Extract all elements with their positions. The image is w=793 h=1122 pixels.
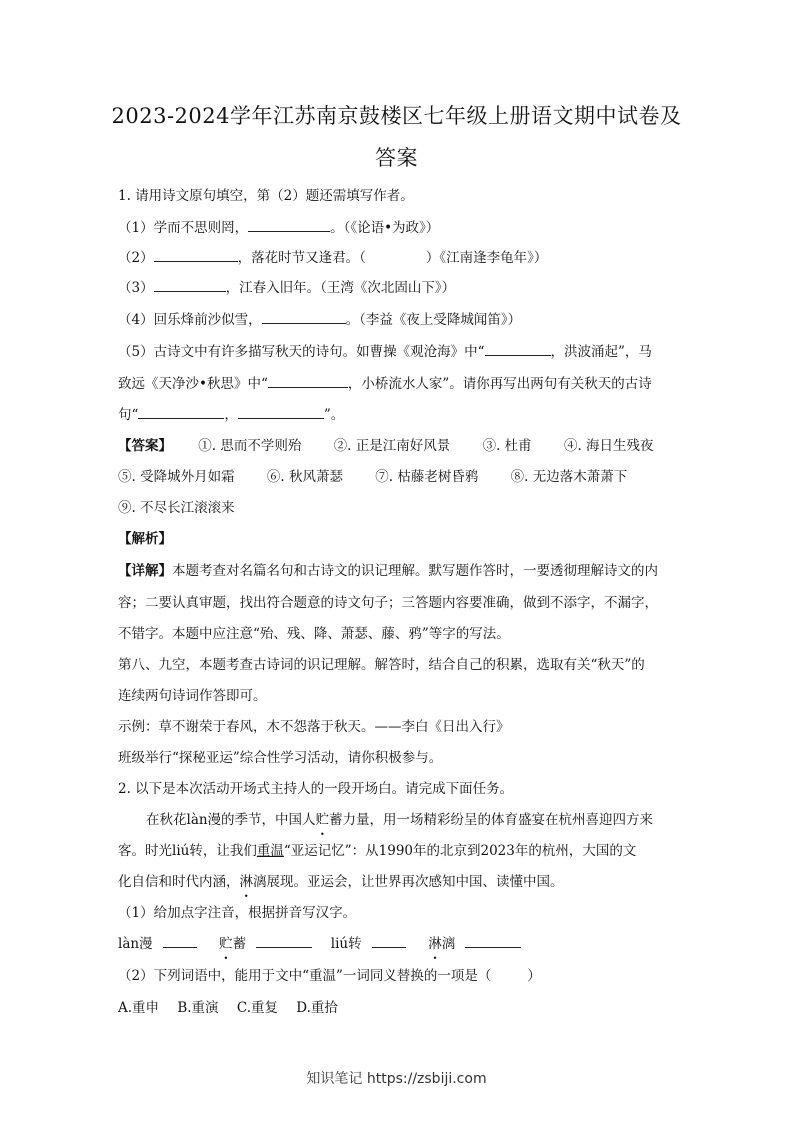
passage-line1	[118, 810, 706, 830]
answer-row-2	[118, 467, 678, 487]
answer-item: ⑥. 秋风萧瑟	[266, 469, 343, 485]
question-text: （2）下列词语中，能用于文中“重温”一词同义替换的一项是（	[118, 968, 492, 984]
answer-blank	[465, 935, 521, 948]
analysis-paragraph-2-line2: 连续两句诗词作答即可。	[118, 688, 267, 704]
dotted-char: 淋	[239, 874, 253, 890]
q1-s2-post: ）《江南逢李龟年》）	[425, 250, 548, 266]
analysis-paragraph-1-line3: 不错字。本题中应注意“殆、残、降、萧瑟、藤、鸦”等字的写法。	[118, 626, 510, 642]
options-row	[118, 998, 678, 1018]
pinyin-word: 漓	[441, 936, 456, 952]
passage-text: 化自信和时代内涵，	[118, 874, 240, 890]
analysis-paragraph-1-line1	[118, 561, 678, 581]
q1-s2-mid: ，落花时节又逢君。（	[237, 250, 366, 266]
passage-line3	[118, 872, 678, 892]
dotted-char: 贮	[315, 812, 330, 828]
dotted-char: 贮	[219, 936, 233, 952]
passage-line2	[118, 841, 678, 861]
q1-s5-e: 句“	[118, 407, 139, 423]
passage-text: “亚运记忆”：从1990年的北京到2023年的杭州，大国的文	[283, 843, 637, 859]
passage-text: 漓展现。亚运会，让世界再次感知中国、读懂中国。	[253, 874, 564, 890]
answer-item: ③. 杜甫	[482, 438, 532, 454]
answer-item: ⑨. 不尽长江滚滚来	[118, 500, 235, 516]
question-1-sub5-line1	[118, 342, 678, 362]
answer-item: ②. 正是江南好风景	[333, 438, 451, 454]
q1-s4-pre: （4）回乐烽前沙似雪，	[118, 312, 262, 328]
document-title-line2: 答案	[375, 146, 418, 170]
question-1-stem: 1. 请用诗文原句填空，第（2）题还需填写作者。	[118, 188, 414, 204]
pinyin-word: 蓄	[232, 936, 247, 952]
q1-s3-post: ，江春入旧年。（王湾《次北固山下》）	[225, 280, 456, 296]
q1-s1-post: 。（《论语•为政》）	[330, 220, 440, 236]
footer-watermark: 知识笔记 https://zsbiji.com	[306, 1071, 487, 1087]
answer-blank	[238, 406, 324, 419]
question-1-sub2	[118, 248, 678, 268]
answer-blank	[163, 935, 197, 948]
answer-blank	[262, 311, 346, 324]
analysis-text: 本题考查对名篇名句和古诗文的识记理解。默写题作答时，一要透彻理解诗文的内	[172, 563, 658, 579]
pinyin-word: làn漫	[118, 936, 153, 952]
q1-s2-pre: （2）	[118, 250, 154, 266]
question-text: ）	[527, 968, 541, 984]
answer-blank	[154, 279, 226, 292]
answer-blank	[485, 343, 551, 356]
analysis-paragraph-2-line1: 第八、九空，本题考查古诗词的识记理解。解答时，结合自己的积累，选取有关“秋天”的	[118, 657, 645, 673]
question-2-sub1: （1）给加点字注音，根据拼音写汉字。	[118, 905, 357, 921]
q1-s4-post: 。（李益《夜上受降城闻笛》）	[345, 312, 522, 328]
option-d: D.重拾	[296, 1000, 338, 1016]
activity-intro: 班级举行“探秘亚运”综合性学习活动，请你积极参与。	[118, 750, 443, 766]
option-a: A.重申	[118, 1000, 160, 1016]
q1-s5-g: ”。	[323, 407, 345, 423]
dotted-char: 淋	[428, 936, 442, 952]
answer-item: ①. 思而不学则殆	[198, 438, 302, 454]
q1-s1-pre: （1）学而不思则罔，	[118, 220, 249, 236]
passage-text: 蓄力量，用一场精彩纷呈的体育盛宴在杭州喜迎四方来	[329, 812, 654, 828]
option-b: B.重演	[177, 1000, 219, 1016]
answer-blank	[154, 249, 238, 262]
passage-text: 在秋花làn漫的季节，中国人	[146, 812, 316, 828]
passage-text: 客。时光liú转，让我们	[118, 843, 257, 859]
q1-s5-f: ，	[224, 407, 238, 423]
answer-item: ⑦. 枯藤老树昏鸦	[375, 469, 479, 485]
q1-s3-pre: （3）	[118, 280, 154, 296]
q1-s5-c: 致远《天净沙•秋思》中“	[118, 376, 268, 392]
answer-row-3	[118, 498, 678, 518]
question-2-stem: 2. 以下是本次活动开场式主持人的一段开场白。请完成下面任务。	[118, 781, 514, 797]
answer-blank	[268, 375, 348, 388]
analysis-example: 示例：草不谢荣于春风，木不怨落于秋天。——李白《日出入行》	[118, 719, 510, 735]
q1-s5-b: ，洪波涌起”，马	[550, 344, 652, 360]
document-title-line1: 2023-2024学年江苏南京鼓楼区七年级上册语文期中试卷及	[111, 104, 682, 128]
underlined-word: 重温	[256, 843, 284, 859]
answer-item: ④. 海日生残夜	[563, 438, 654, 454]
answer-label: 【答案】	[118, 438, 172, 454]
question-1-sub4	[118, 310, 678, 330]
analysis-paragraph-1-line2: 容；二要认真审题，找出符合题意的诗文句子；三答题内容要准确，做到不添字，不漏字，	[118, 595, 658, 611]
question-1-sub5-line3	[118, 405, 678, 425]
answer-blank	[138, 406, 224, 419]
question-1-sub5-line2	[118, 374, 678, 394]
answer-blank	[372, 935, 406, 948]
question-1-sub3	[118, 278, 678, 298]
answer-blank	[256, 935, 312, 948]
q1-s5-d: ，小桥流水人家”。请你再写出两句有关秋天的古诗	[347, 376, 652, 392]
pinyin-row	[118, 934, 678, 954]
analysis-label: 【解析】	[118, 531, 172, 547]
answer-blank	[248, 219, 330, 232]
question-1-sub1	[118, 218, 678, 238]
pinyin-word: liú转	[330, 936, 362, 952]
detail-label: 【详解】	[118, 563, 172, 579]
answer-item: ⑤. 受降城外月如霜	[118, 469, 235, 485]
answer-item: ⑧. 无边落木萧萧下	[510, 469, 628, 485]
answer-row-1	[118, 436, 678, 456]
option-c: C.重复	[236, 1000, 278, 1016]
question-2-sub2	[118, 966, 678, 986]
q1-s5-a: （5）古诗文中有许多描写秋天的诗句。如曹操《观沧海》中“	[118, 344, 485, 360]
